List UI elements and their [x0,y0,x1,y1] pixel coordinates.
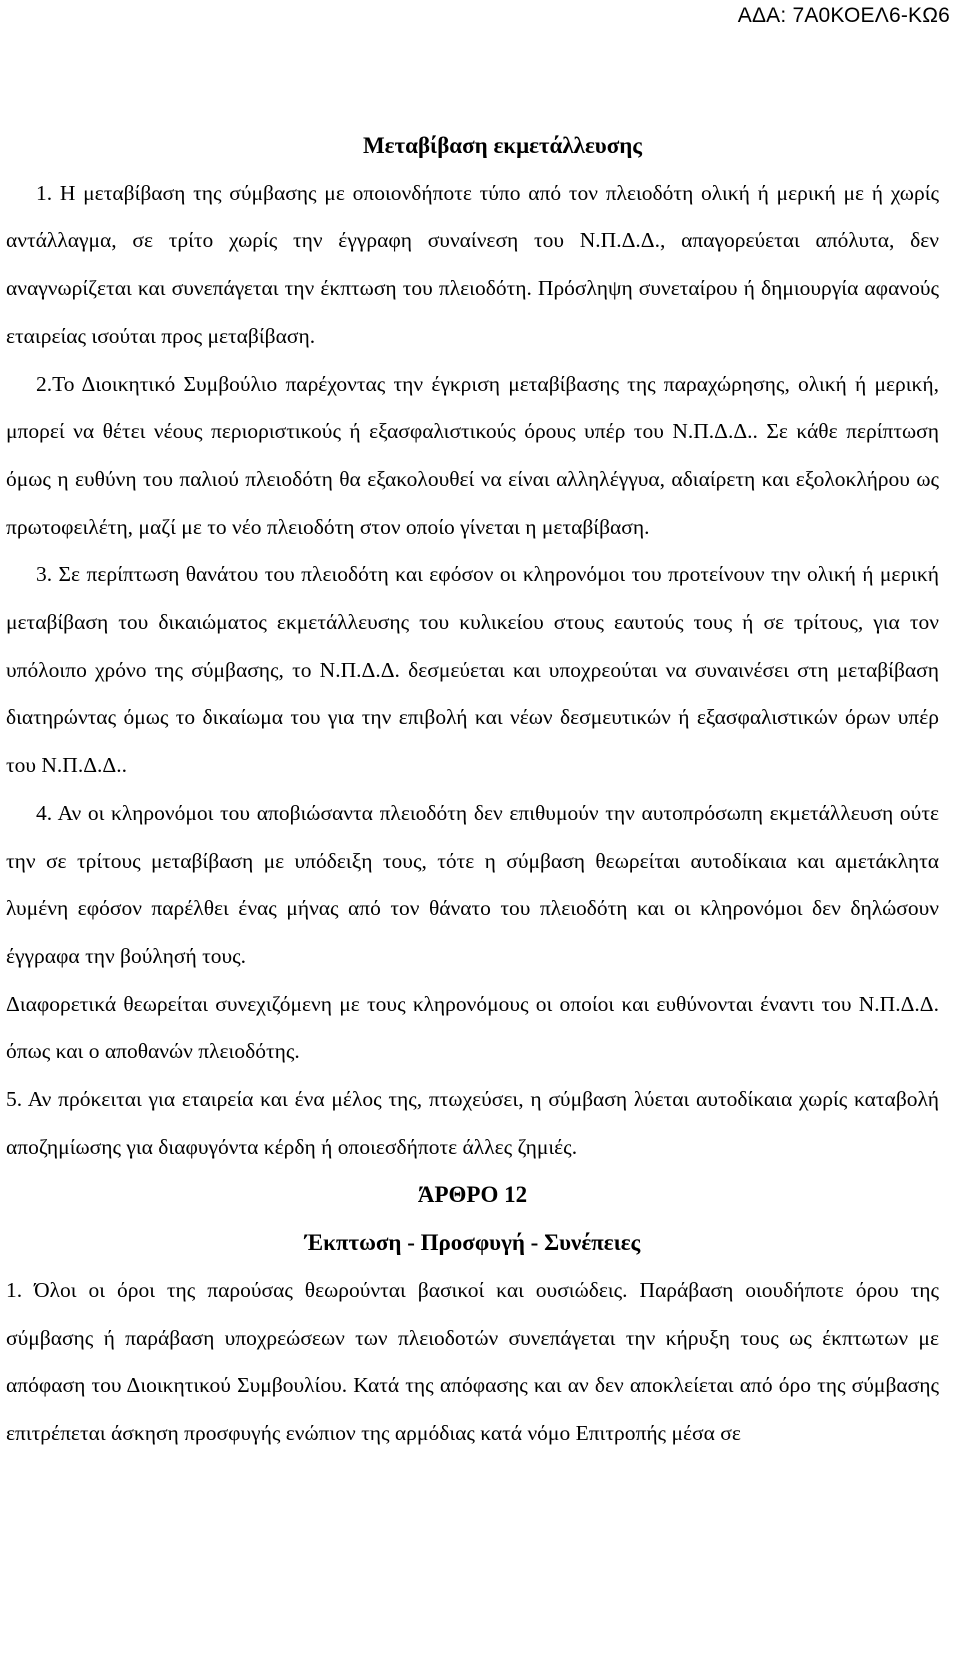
document-page [6,122,939,1458]
article-heading: ΆΡΘΡΟ 12 [417,1182,528,1208]
article-subheading: Έκπτωση - Προσφυγή - Συνέπειες [304,1230,641,1256]
article-paragraph-1: 1. Όλοι οι όροι της παρούσας θεωρούνται βασικοί και ουσιώδεις. Παράβαση οιουδήποτε όρου της σύμβασης ή παράβαση υποχρεώσεων των πλειοδοτών συνεπάγεται την κήρυξη τους ως έκπτωτων με απόφαση του Διοικητικού Συμβουλίου. Κατά της απόφασης και αν δεν αποκλείεται από όρο της σύμβασης επιτρέπεται άσκηση προσφυγής ενώπιον της αρμόδιας κατά νόμο Επιτροπής μέσα σε [6,1277,939,1445]
section-title: Μεταβίβαση εκμετάλλευσης [362,133,643,158]
paragraph-4-continued: Διαφορετικά θεωρείται συνεχιζόμενη με τους κληρονόμους οι οποίοι και ευθύνονται έναντι του Ν.Π.Δ.Δ. όπως και ο αποθανών πλειοδότης. [6,991,939,1064]
paragraph-1: 1. Η μεταβίβαση της σύμβασης με οποιονδήποτε τύπο από τον πλειοδότη ολική ή μερική με ή χωρίς αντάλλαγμα, σε τρίτο χωρίς την έγγραφη συναίνεση του Ν.Π.Δ.Δ., απαγορεύεται απόλυτα, δεν αναγνωρίζεται και συνεπάγεται την έκπτωση του πλειοδότη. Πρόσληψη συνεταίρου ή δημιουργία αφανούς εταιρείας ισούται προς μεταβίβαση. [6,180,939,348]
paragraph-4: 4. Αν οι κληρονόμοι του αποβιώσαντα πλειοδότη δεν επιθυμούν την αυτοπρόσωπη εκμετάλλευση ούτε την σε τρίτους μεταβίβαση με υπόδειξη τους, τότε η σύμβαση θεωρείται αυτοδίκαια και αμετάκλητα λυμένη εφόσον παρέλθει ένας μήνας από τον θάνατο του πλειοδότη και οι κληρονόμοι δεν δηλώσουν έγγραφα την βούλησή τους. [6,800,939,968]
paragraph-5: 5. Αν πρόκειται για εταιρεία και ένα μέλος της, πτωχεύσει, η σύμβαση λύεται αυτοδίκαια χωρίς καταβολή αποζημίωσης για διαφυγόντα κέρδη ή οποιεσδήποτε άλλες ζημιές. [6,1087,939,1159]
paragraph-3: 3. Σε περίπτωση θανάτου του πλειοδότη και εφόσον οι κληρονόμοι του προτείνουν την ολική ή μερική μεταβίβαση του δικαιώματος εκμετάλλευσης του κυλικείου στους εαυτούς τους ή σε τρίτους, για τον υπόλοιπο χρόνο της σύμβασης, το Ν.Π.Δ.Δ. δεσμεύεται και υποχρεούται να συναινέσει στη μεταβίβαση διατηρώντας όμως το δικαίωμα του για την επιβολή και νέων δεσμευτικών ή εξασφαλιστικών όρων υπέρ του Ν.Π.Δ.Δ.. [6,562,939,778]
paragraph-2: 2.Το Διοικητικό Συμβούλιο παρέχοντας την έγκριση μεταβίβασης της παραχώρησης, ολική ή μερική, μπορεί να θέτει νέους περιοριστικούς ή εξασφαλιστικούς όρους υπέρ του Ν.Π.Δ.Δ.. Σε κάθε περίπτωση όμως η ευθύνη του παλιού πλειοδότη θα εξακολουθεί να είναι αλληλέγγυα, αδιαίρετη και εξολοκλήρου ως πρωτοφειλέτη, μαζί με το νέο πλειοδότη στον οποίο γίνεται η μεταβίβαση. [6,371,939,539]
ada-code: ΑΔΑ: 7Α0ΚΟΕΛ6-ΚΩ6 [737,4,950,27]
